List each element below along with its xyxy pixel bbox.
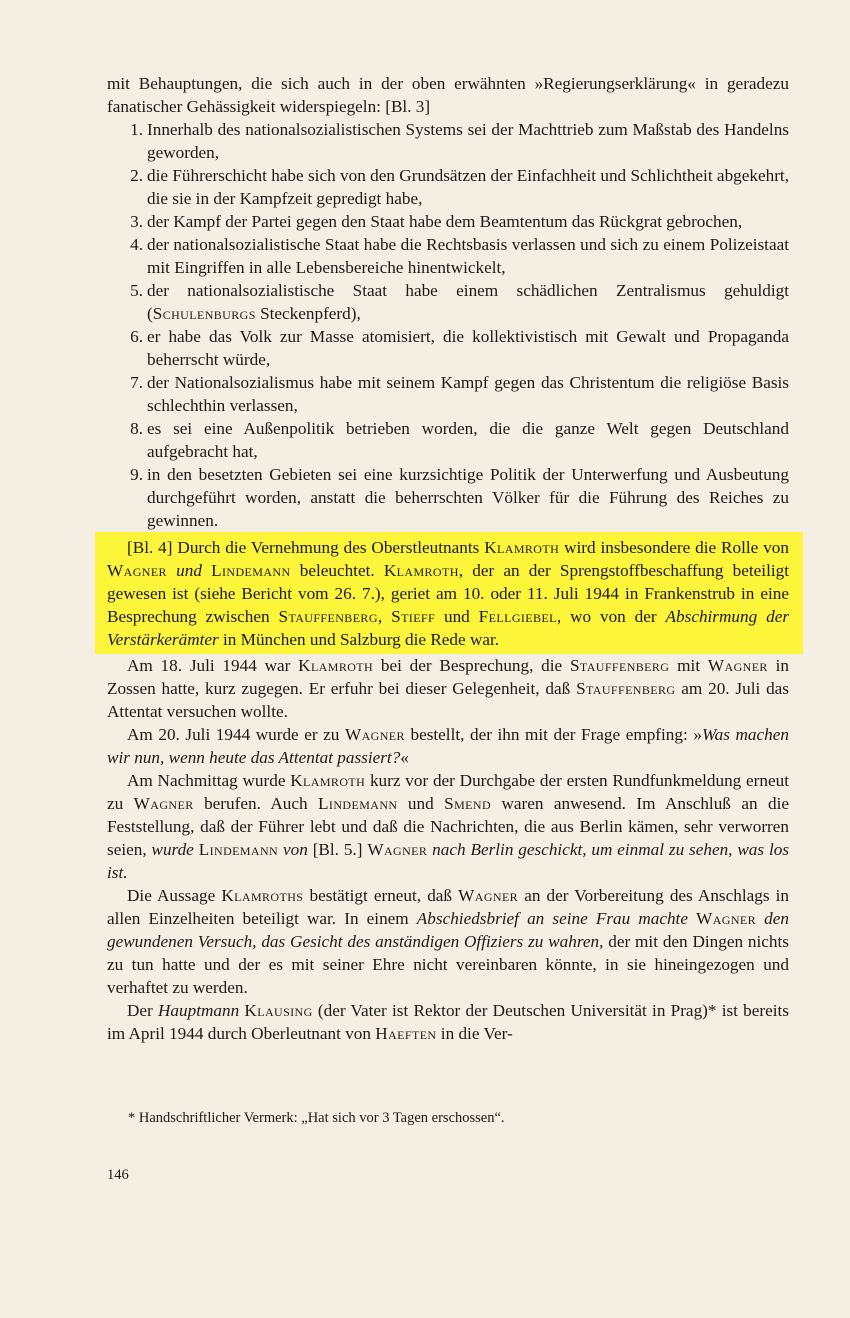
text-run: [688, 909, 696, 928]
text-run: [756, 909, 764, 928]
person-name: Wagner: [367, 840, 428, 859]
paragraph-18-juli: [107, 654, 789, 723]
text-run: bestellt, der ihn mit der Frage empfing: »: [404, 725, 702, 744]
text-run: , der an der Sprengstoffbeschaffung beteiligt gewesen ist (siehe Bericht vom 26. 7.), geriet am 10. oder 11. Juli 1944 in Frankenstrub in eine Besprechung zwischen: [107, 561, 789, 626]
list-number: 2.: [130, 166, 143, 185]
list-text: es sei eine Außenpolitik betrieben worden, die die ganze Welt gegen Deutschland aufgebracht hat,: [147, 419, 789, 461]
text-run: am 20. Juli das Attentat versuchen wollte.: [107, 679, 789, 721]
list-text: der Kampf der Partei gegen den Staat habe dem Beamtentum das Rückgrat gebrochen,: [147, 212, 743, 231]
person-name: Klamroth: [484, 538, 560, 557]
text-run: an der Vorbereitung des Anschlags in allen Einzelheiten beteiligt war. In einem: [107, 886, 789, 928]
person-name: Lindemann: [198, 840, 279, 859]
person-name: Klausing: [244, 1001, 313, 1020]
list-number: 1.: [130, 120, 143, 139]
person-name: Wagner: [133, 794, 194, 813]
paragraph-klausing: [107, 999, 789, 1045]
list-item: [107, 371, 789, 417]
list-text: Innerhalb des nationalsozialistischen Systems sei der Machttrieb zum Maßstab des Handelns geworden,: [147, 120, 789, 162]
text-run: und: [435, 607, 479, 626]
text-run: in München und Salzburg die Rede war.: [218, 630, 500, 649]
highlighted-paragraph: [95, 532, 803, 654]
text-run: (der Vater ist Rektor der Deutschen Universität in Prag)* ist bereits im April 1944 durch Oberleutnant von: [107, 1001, 789, 1043]
list-number: 4.: [130, 235, 143, 254]
person-name: Klamroth: [383, 561, 459, 580]
person-name: Haeften: [375, 1024, 437, 1043]
list-item: [107, 417, 789, 463]
list-text: die Führerschicht habe sich von den Grundsätzen der Einfachheit und Schlichtheit abgekehrt, die sie in der Kampfzeit gepredigt habe,: [147, 166, 789, 208]
list-item: [107, 233, 789, 279]
paragraph-nachmittag: [107, 769, 789, 884]
paragraph-20-juli: [107, 723, 789, 769]
footnote: * Handschriftlicher Vermerk: „Hat sich vor 3 Tagen erschossen“.: [128, 1110, 505, 1126]
person-name: Stauffenberg: [576, 679, 676, 698]
text-run: waren anwesend. Im Anschluß an die Feststellung, daß der Führer lebt und daß die Nachrichten, die aus Berlin kämen, sehr verworren seien,: [107, 794, 789, 859]
person-name: Lindemann: [211, 561, 291, 580]
text-run: wird insbesondere die Rolle von: [559, 538, 789, 557]
person-name: Klamroth: [290, 771, 366, 790]
text-run: berufen. Auch: [193, 794, 319, 813]
text-run: und: [397, 794, 445, 813]
person-name: Wagner: [344, 725, 405, 744]
list-number: 7.: [130, 373, 143, 392]
list-text: er habe das Volk zur Masse atomisiert, die kollektivistisch mit Gewalt und Propaganda beherrscht würde,: [147, 327, 789, 369]
list-item: [107, 325, 789, 371]
paragraph-aussage: [107, 884, 789, 999]
list-item: [107, 164, 789, 210]
text-run: , wo von der: [556, 607, 666, 626]
list-number: 6.: [130, 327, 143, 346]
person-name: Lindemann: [318, 794, 398, 813]
text-run: Am 18. Juli 1944 war: [127, 656, 299, 675]
text-run: bestätigt erneut, daß: [303, 886, 459, 905]
list-number: 8.: [130, 419, 143, 438]
person-name: Wagner: [458, 886, 519, 905]
text-run: [Bl. 5.]: [307, 840, 368, 859]
text-run: [Bl. 4] Durch die Vernehmung des Oberstleutnants: [127, 538, 485, 557]
person-name: Smend: [444, 794, 492, 813]
list-text: der Nationalsozialismus habe mit seinem Kampf gegen das Christentum die religiöse Basis schlechthin verlassen,: [147, 373, 789, 415]
text-run: in Zossen hatte, kurz zugegen. Er erfuhr bei dieser Gelegenheit, daß: [107, 656, 789, 698]
person-name: Stieff: [391, 607, 436, 626]
italic-run: Hauptmann: [158, 1001, 240, 1020]
italic-run: und: [166, 561, 212, 580]
list-text-post: Steckenpferd),: [255, 304, 361, 323]
italic-run: nach Berlin geschickt, um einmal zu sehen, was los ist.: [107, 840, 790, 882]
list-item: [107, 279, 789, 325]
list-number: 5.: [130, 281, 143, 300]
text-run: Am Nachmittag wurde: [127, 771, 291, 790]
text-run: bei der Besprechung, die: [373, 656, 570, 675]
intro-paragraph: mit Behauptungen, die sich auch in der oben erwähnten »Regierungserklärung« in geradezu fanatischer Gehässigkeit widerspiegeln: [Bl. 3]: [107, 74, 789, 116]
italic-run: Abschiedsbrief an seine Frau machte: [416, 909, 688, 928]
italic-run: wurde: [151, 840, 194, 859]
person-name: Klamroths: [221, 886, 304, 905]
list-item: [107, 118, 789, 164]
person-name: Wagner: [696, 909, 757, 928]
person-name: Schulenburgs: [152, 304, 256, 323]
text-run: der mit den Dingen nichts zu tun hatte und der es mit seiner Ehre nicht vereinbaren könnte, in sie hineingezogen und verhaftet zu werden.: [107, 932, 789, 997]
text-run: beleuchtet.: [290, 561, 384, 580]
person-name: Stauffenberg: [569, 656, 670, 675]
list-number: 3.: [130, 212, 143, 231]
text-run: «: [400, 748, 409, 767]
list-text: der nationalsozialistische Staat habe die Rechtsbasis verlassen und sich zu einem Polizeistaat mit Eingriffen in alle Lebensbereiche hinentwickelt,: [147, 235, 789, 277]
person-name: Fellgiebel: [478, 607, 557, 626]
numbered-list: [107, 118, 789, 532]
text-run: in die Ver-: [436, 1024, 513, 1043]
text-run: ,: [377, 607, 392, 626]
italic-run: von: [283, 840, 308, 859]
person-name: Klamroth: [298, 656, 374, 675]
page-number: 146: [107, 1167, 129, 1183]
text-run: Am 20. Juli 1944 wurde er zu: [127, 725, 345, 744]
list-item: [107, 210, 789, 233]
list-text-pre: der nationalsozialistische Staat habe einem schädlichen Zentralismus gehuldigt (: [147, 281, 789, 323]
person-name: Wagner: [107, 561, 167, 580]
page-body: [107, 72, 789, 1045]
text-run: Der: [127, 1001, 158, 1020]
person-name: Wagner: [707, 656, 768, 675]
italic-run: den gewundenen Versuch, das Gesicht des anständigen Offiziers zu wahren,: [107, 909, 789, 951]
italic-run: Abschirmung der Verstärkerämter: [107, 607, 790, 649]
text-run: mit: [669, 656, 708, 675]
italic-run: Was machen wir nun, wenn heute das Attentat passiert?: [107, 725, 789, 767]
list-text: in den besetzten Gebieten sei eine kurzsichtige Politik der Unterwerfung und Ausbeutung durchgeführt worden, anstatt die beherrschten Völker für die Führung des Reiches zu gewinnen.: [147, 465, 789, 530]
list-item: [107, 463, 789, 532]
list-number: 9.: [130, 465, 143, 484]
text-run: kurz vor der Durchgabe der ersten Rundfunkmeldung erneut zu: [107, 771, 789, 813]
person-name: Stauffenberg: [278, 607, 378, 626]
text-run: Die Aussage: [127, 886, 222, 905]
